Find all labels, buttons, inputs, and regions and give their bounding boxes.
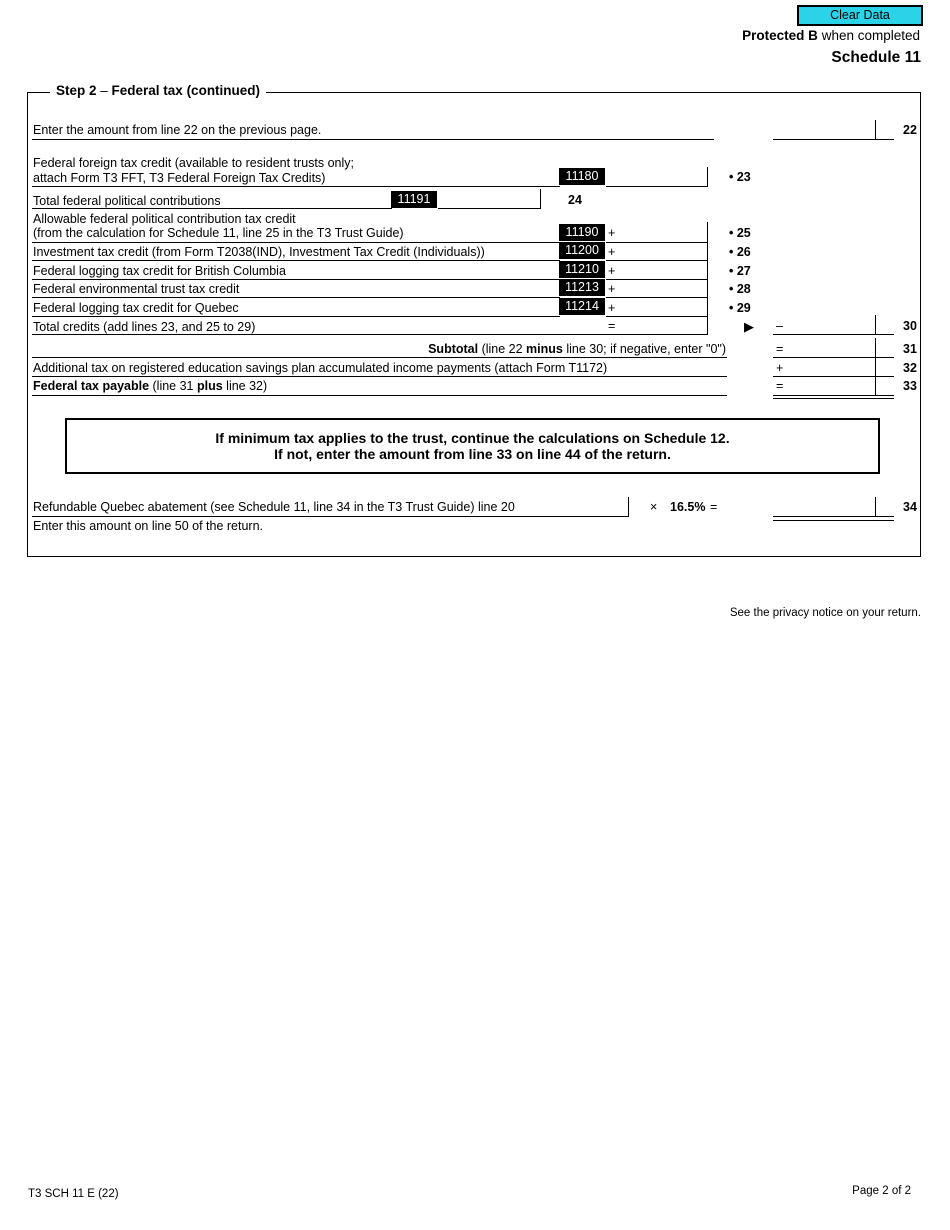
line31-amount-field[interactable] — [786, 340, 876, 356]
line31-rest1: (line 22 — [478, 342, 527, 356]
line25-number: • 25 — [729, 226, 751, 240]
protected-bold: Protected B — [742, 28, 818, 43]
line25-amount-field[interactable] — [618, 224, 708, 240]
section-title — [50, 83, 266, 98]
line23-code: 11180 — [559, 168, 605, 185]
line33-bold1: Federal tax payable — [33, 379, 150, 393]
line25-label-2: (from the calculation for Schedule 11, line 25 in the T3 Trust Guide) — [33, 226, 404, 240]
line27-number: • 27 — [729, 264, 751, 278]
line33-bold2: plus — [196, 379, 223, 393]
line22-number: 22 — [903, 123, 917, 137]
line26-amount-field[interactable] — [618, 243, 708, 259]
line32-op: + — [776, 361, 784, 375]
line32-number: 32 — [903, 361, 917, 375]
line34-equals: = — [710, 500, 718, 514]
line28-op: + — [608, 282, 616, 296]
line33-number: 33 — [903, 379, 917, 393]
schedule-title: Schedule 11 — [831, 49, 921, 66]
line30-amount-field[interactable] — [786, 317, 876, 333]
line34-times: × — [650, 500, 658, 514]
line31-number: 31 — [903, 342, 917, 356]
line34-instruction: Enter this amount on line 50 of the return. — [33, 519, 263, 533]
line27-amount-field[interactable] — [618, 262, 708, 278]
line33-rest2: line 32) — [222, 379, 268, 393]
line24-number: 24 — [568, 193, 582, 207]
line23-amount-field[interactable] — [606, 169, 708, 185]
clear-data-button[interactable]: Clear Data — [797, 5, 923, 26]
line33-rest1: (line 31 — [149, 379, 197, 393]
line23-label-1: Federal foreign tax credit (available to resident trusts only; — [33, 156, 354, 170]
line25-op: + — [608, 226, 616, 240]
line32-amount-field[interactable] — [786, 359, 876, 375]
arrow-icon: ▶ — [744, 319, 754, 334]
section-dash: – — [96, 83, 112, 98]
line26-number: • 26 — [729, 245, 751, 259]
line34-number: 34 — [903, 500, 917, 514]
line30-total-credits-field[interactable] — [618, 317, 708, 333]
line26-label: Investment tax credit (from Form T2038(IND), Investment Tax Credit (Individuals)) — [33, 245, 485, 259]
line28-code: 11213 — [559, 279, 605, 296]
line30-op: – — [776, 319, 783, 333]
line34-line20-field[interactable] — [530, 498, 628, 514]
form-id: T3 SCH 11 E (22) — [28, 1188, 119, 1200]
minimum-tax-notice — [65, 418, 880, 474]
line34-amount-field[interactable] — [775, 498, 875, 514]
line30-label: Total credits (add lines 23, and 25 to 29) — [33, 320, 256, 334]
line23-label-2: attach Form T3 FFT, T3 Federal Foreign Tax Credits) — [33, 171, 326, 185]
line28-number: • 28 — [729, 282, 751, 296]
line34-label: Refundable Quebec abatement (see Schedule 11, line 34 in the T3 Trust Guide) line 20 — [33, 500, 515, 514]
protected-rest: when completed — [817, 28, 920, 43]
page-number: Page 2 of 2 — [852, 1185, 911, 1197]
line27-label: Federal logging tax credit for British Columbia — [33, 264, 286, 278]
privacy-notice: See the privacy notice on your return. — [729, 607, 921, 619]
line22-label: Enter the amount from line 22 on the previous page. — [33, 123, 322, 137]
line29-label: Federal logging tax credit for Quebec — [33, 301, 239, 315]
line30-number: 30 — [903, 319, 917, 333]
line24-label: Total federal political contributions — [33, 194, 221, 208]
line26-code: 11200 — [559, 242, 605, 259]
line31-label — [428, 342, 726, 357]
line31-bold1: Subtotal — [428, 342, 479, 356]
line31-bold2: minus — [526, 342, 563, 356]
line33-op: = — [776, 379, 784, 393]
line34-rate: 16.5% — [670, 500, 706, 514]
line24-amount-field[interactable] — [438, 191, 540, 207]
section-rest: Federal tax (continued) — [111, 83, 261, 98]
line23-number: • 23 — [729, 170, 751, 184]
line27-code: 11210 — [559, 261, 605, 278]
line26-op: + — [608, 245, 616, 259]
line30-equals: = — [608, 319, 616, 333]
line31-rest2: line 30; if negative, enter "0") — [562, 342, 726, 356]
line33-label — [33, 379, 267, 394]
line28-label: Federal environmental trust tax credit — [33, 282, 240, 296]
line32-label: Additional tax on registered education savings plan accumulated income payments (attach Form T1172) — [33, 361, 608, 375]
line29-amount-field[interactable] — [618, 299, 708, 315]
line24-code: 11191 — [391, 191, 437, 208]
line29-op: + — [608, 301, 616, 315]
line31-op: = — [776, 342, 784, 356]
line27-op: + — [608, 264, 616, 278]
protected-label — [742, 28, 920, 43]
line28-amount-field[interactable] — [618, 280, 708, 296]
line22-amount-field[interactable] — [773, 121, 877, 137]
line25-label-1: Allowable federal political contribution tax credit — [33, 212, 296, 226]
line25-code: 11190 — [559, 224, 605, 241]
notice-line1: If minimum tax applies to the trust, continue the calculations on Schedule 12. — [215, 430, 730, 446]
section-step: Step 2 — [56, 83, 97, 98]
line29-code: 11214 — [559, 298, 605, 315]
line29-number: • 29 — [729, 301, 751, 315]
notice-line2: If not, enter the amount from line 33 on line 44 of the return. — [274, 446, 671, 462]
line33-amount-field[interactable] — [786, 377, 876, 393]
